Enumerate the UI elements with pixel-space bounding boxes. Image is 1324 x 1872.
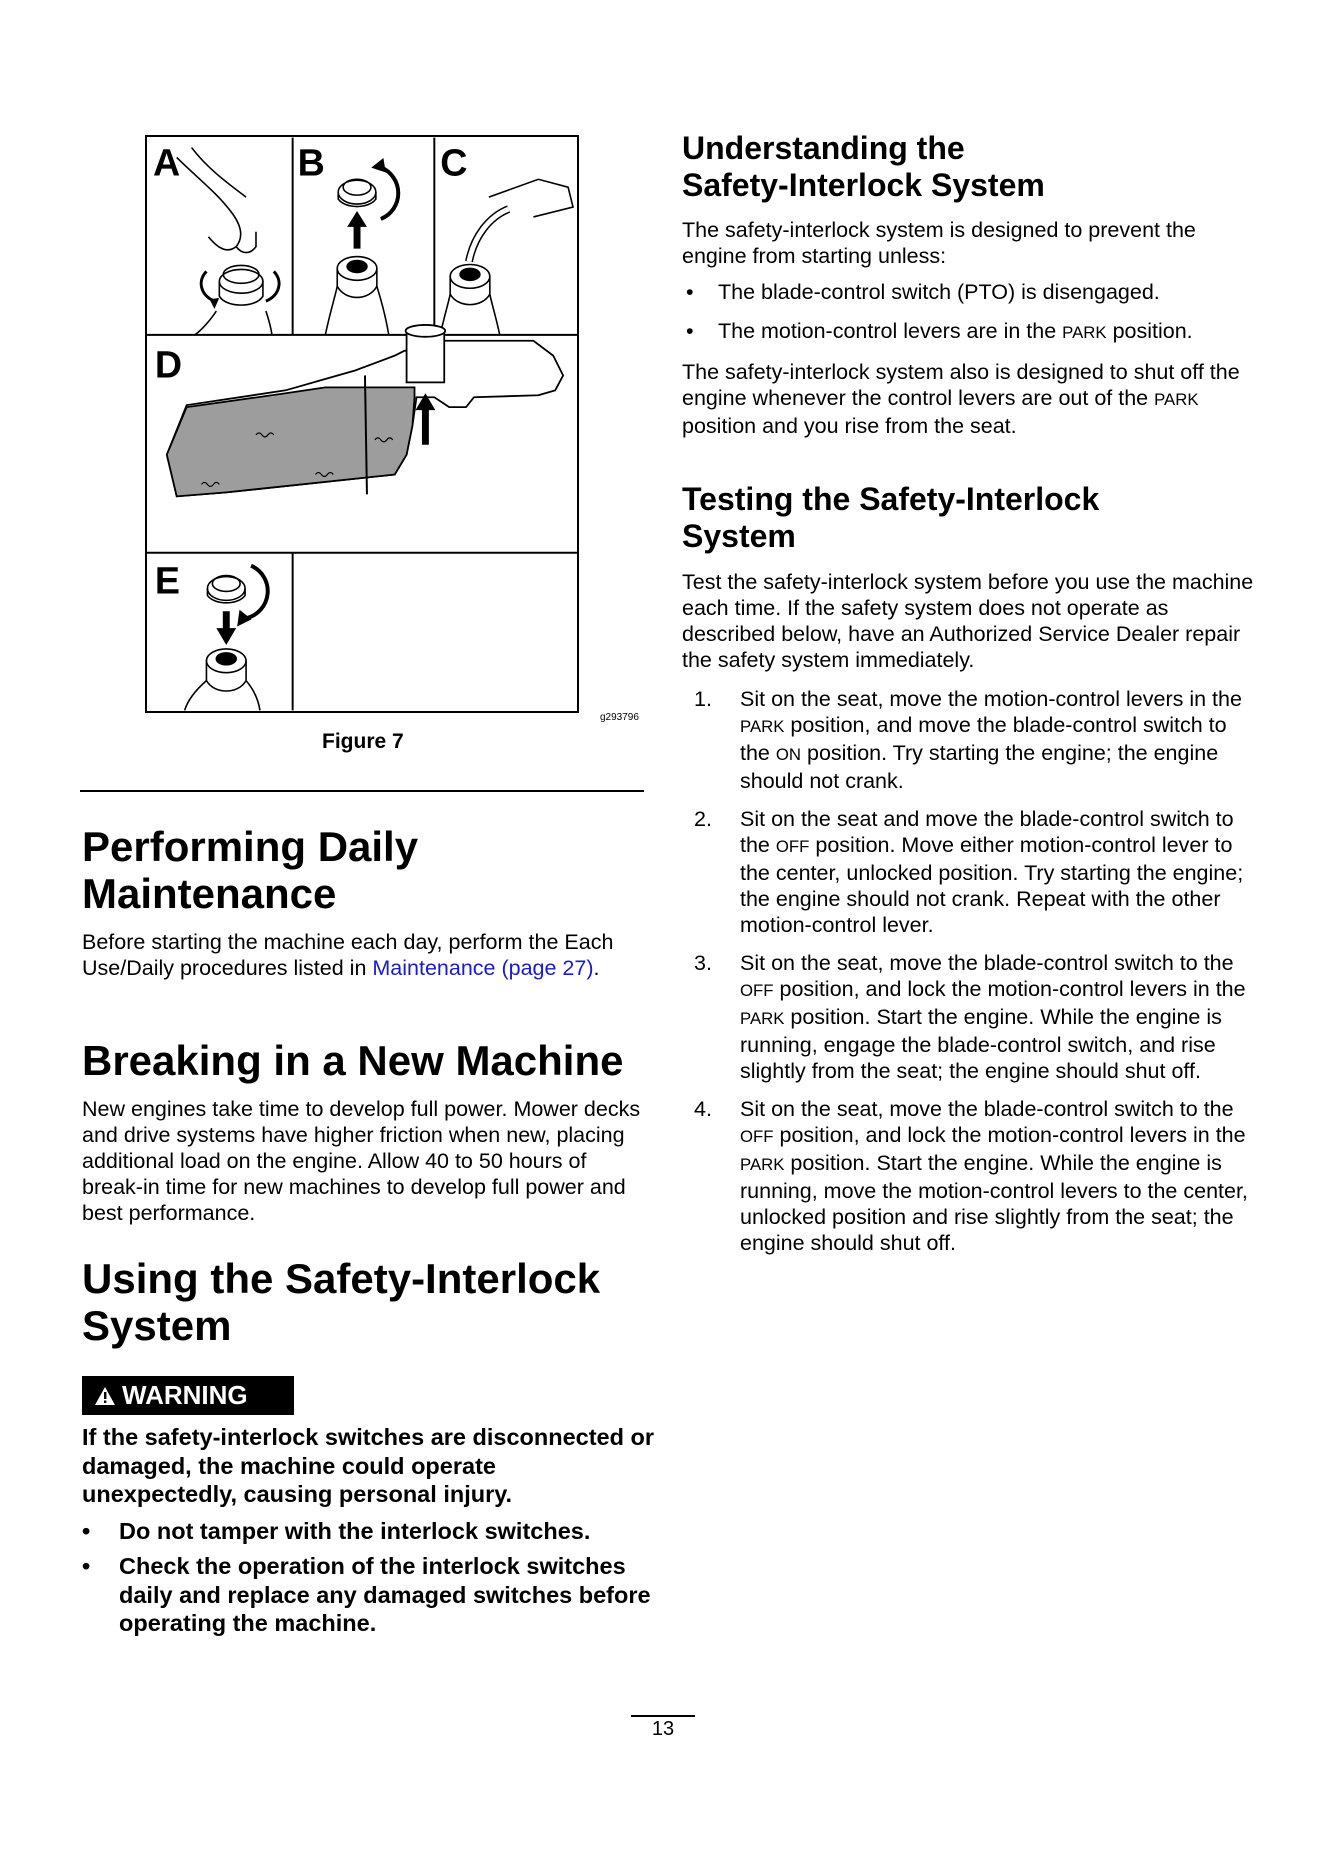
maintenance-page-link[interactable]: Maintenance (page 27) <box>372 956 594 980</box>
daily-maintenance-heading: Performing Daily Maintenance <box>82 823 419 917</box>
daily-maintenance-section <box>82 823 652 981</box>
figure-caption: Figure 7 <box>322 730 404 753</box>
panel-label-b: B <box>297 141 325 184</box>
warning-body <box>82 1423 654 1638</box>
testing-step: 1. Sit on the seat, move the motion-control levers in the PARK position, and move the blade-control switch to the ON position. Try starting the engine; the engine should not crank. <box>694 687 1242 793</box>
testing-step: 4. Sit on the seat, move the blade-control switch to the OFF position, and lock the motion-control levers in the PARK position. Start the engine. While the engine is running, move the motion-control levers to the center, unlocked position and rise slightly from the seat; the engine should shut off. <box>694 1097 1248 1255</box>
figure-image-id: g293796 <box>600 712 639 723</box>
figure-7-illustration <box>145 135 579 713</box>
cap-lift-icon <box>325 159 398 334</box>
page-number-rule <box>631 1715 695 1717</box>
testing-heading: Testing the Safety-Interlock System <box>682 481 1100 554</box>
testing-step: 3. Sit on the seat, move the blade-control switch to the OFF position, and lock the motion-control levers in the PARK position. Start the engine. While the engine is running, engage the blade-control switch, and rise slightly from the seat; the engine should shut off. <box>694 951 1246 1083</box>
page-number: 13 <box>651 1718 675 1740</box>
cap-install-icon <box>185 566 268 711</box>
understanding-outro: The safety-interlock system also is designed to shut off the engine whenever the control levers are out of the PARK position and you rise from the seat. <box>682 360 1240 438</box>
panel-label-e: E <box>154 559 181 602</box>
fuel-can-nozzle-icon <box>440 179 573 335</box>
fuel-tank-cross-section <box>167 325 563 496</box>
panel-label-c: C <box>440 141 468 184</box>
using-interlock-section <box>82 1255 652 1349</box>
understanding-intro: The safety-interlock system is designed to prevent the engine from starting unless: <box>682 218 1196 268</box>
testing-step: 2. Sit on the seat and move the blade-control switch to the OFF position. Move either motion-control lever to the center, unlocked position. Try starting the engine; the engine should not crank. Repeat with the other motion-control lever. <box>694 807 1244 937</box>
understanding-heading: Understanding the Safety-Interlock System <box>682 130 1045 203</box>
warning-bullet: • Check the operation of the interlock switches daily and replace any damaged switches before operating the machine. <box>82 1552 654 1638</box>
testing-steps <box>682 686 1262 1256</box>
section-divider <box>80 790 644 792</box>
testing-intro: Test the safety-interlock system before you use the machine each time. If the safety system does not operate as described below, have an Authorized Service Dealer repair the safety system immediately. <box>682 570 1254 672</box>
warning-triangle-icon <box>94 1378 116 1417</box>
understanding-bullet: • The motion-control levers are in the PARK position. <box>682 318 1262 346</box>
panel-label-d: D <box>154 343 183 386</box>
panel-label-a: A <box>152 141 181 184</box>
breaking-in-text: New engines take time to develop full power. Mower decks and drive systems have higher friction when new, placing additional load on the engine. Allow 40 to 50 hours of break-in time for new machines to develop full power and best performance. <box>82 1097 641 1225</box>
testing-section <box>682 481 1262 1268</box>
breaking-in-section <box>82 1037 652 1226</box>
understanding-bullets <box>682 279 1262 346</box>
understanding-bullet: • The blade-control switch (PTO) is disengaged. <box>682 279 1262 305</box>
warning-label: WARNING <box>82 1376 294 1415</box>
daily-maintenance-text: Before starting the machine each day, perform the Each Use/Daily procedures listed in Maintenance (page 27). <box>82 930 614 980</box>
warning-text: If the safety-interlock switches are disconnected or damaged, the machine could operate unexpectedly, causing personal injury. <box>82 1424 655 1507</box>
using-interlock-heading: Using the Safety-Interlock System <box>82 1255 601 1349</box>
hand-removing-cap-icon <box>177 148 279 335</box>
warning-bullets <box>82 1517 654 1638</box>
understanding-section <box>682 130 1262 439</box>
fuel-tank-figure <box>147 137 577 711</box>
warning-bullet: • Do not tamper with the interlock switches. <box>82 1517 654 1546</box>
breaking-in-heading: Breaking in a New Machine <box>82 1037 624 1084</box>
